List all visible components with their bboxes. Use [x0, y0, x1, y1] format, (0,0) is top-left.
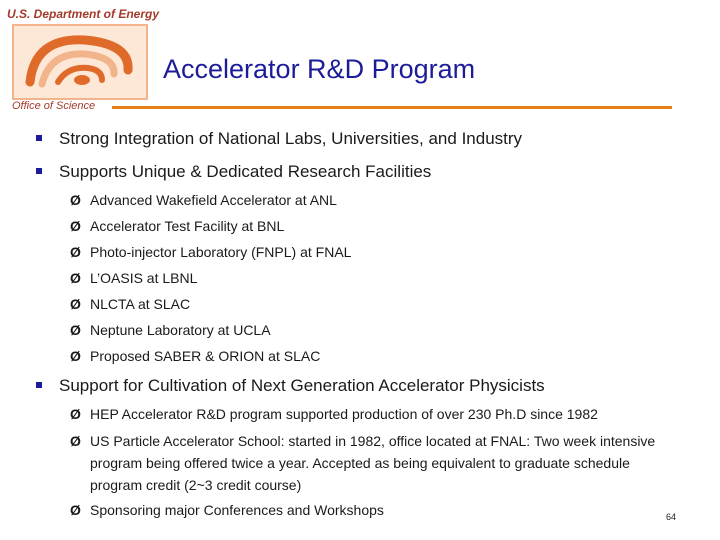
arrow-bullet-icon: Ø [70, 322, 81, 338]
header-rule [112, 106, 672, 109]
arrow-bullet-icon: Ø [70, 192, 81, 208]
arrow-bullet-icon: Ø [70, 296, 81, 312]
doe-office-of-science-logo [10, 22, 150, 102]
page-number: 64 [666, 512, 677, 522]
square-bullet-icon [36, 135, 42, 141]
arrow-bullet-icon: Ø [70, 433, 81, 449]
office-name: Office of Science [12, 100, 96, 112]
arrow-bullet-icon: Ø [70, 502, 81, 518]
slide-title: Accelerator R&D Program [163, 54, 476, 84]
square-bullet-icon [36, 168, 42, 174]
arrow-bullet-icon: Ø [70, 406, 81, 422]
arrow-bullet-icon: Ø [70, 348, 81, 364]
arrow-bullet-icon: Ø [70, 244, 81, 260]
arrow-bullet-icon: Ø [70, 218, 81, 234]
arrow-bullet-icon: Ø [70, 270, 81, 286]
agency-name: U.S. Department of Energy [7, 7, 160, 21]
square-bullet-icon [36, 382, 42, 388]
cultivation-item: Ø US Particle Accelerator School: started in 1982, office located at FNAL: Two week intensive program being offered twice a year. Accepted as being equivalent to graduate schedule program credit (2~3 credit course) [70, 430, 670, 496]
